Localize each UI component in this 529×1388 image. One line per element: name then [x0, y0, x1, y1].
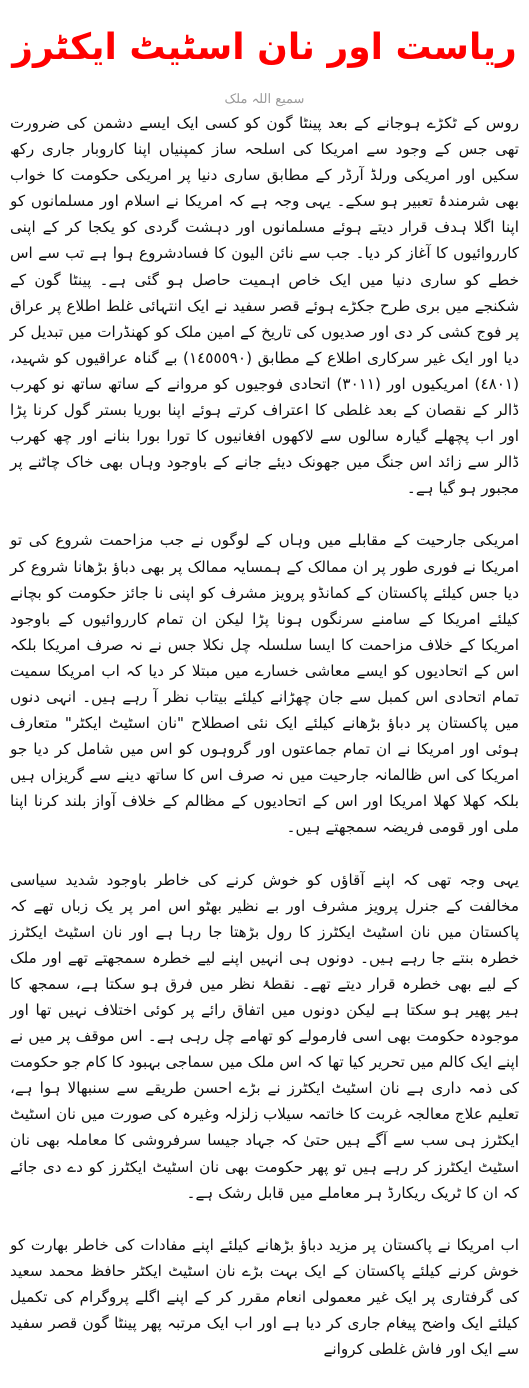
author-signature: سمیع اللہ ملک — [224, 92, 305, 107]
paragraph-1: روس کے ٹکڑے ہوجانے کے بعد پینٹا گون کو کسی ایک ایسے دشمن کی ضرورت تھی جس کے وجود سے امریکا کی اسلحہ ساز کمپنیاں اپنا کاروبار جاری رکھ سکیں اور امریکی ورلڈ آرڈر کے مطابق ساری دنیا پر امریکی حکومت کا خواب بھی شرمندۂ تعبیر ہو سکے۔ یہی وجہ ہے کہ امریکا نے اسلام اور مسلمانوں کو اپنا اگلا ہدف قرار دیتے ہوئے مسلمانوں اور دہشت گردی کو یکجا کر کے اپنی کارروائیوں کا آغاز کر دیا۔ جب سے نائن الیون کا فسادشروع ہوا ہے تب سے اس خطے کو ساری دنیا میں ایک خاص اہمیت حاصل ہو گئی ہے۔ پینٹا گون کے شکنجے میں بری طرح جکڑے ہوئے قصر سفید نے ایک انتہائی غلط اطلاع پر عراق پر فوج کشی کر دی اور صدیوں کی تاریخ کے امین ملک کو کھنڈرات میں تبدیل کر دیا اور ایک غیر سرکاری اطلاع کے مطابق (١٤٥٥٥٩٠) بے گناہ عراقیوں کو شہید، (٤٨٠١) امریکیوں اور (٣٠١١) اتحادی فوجیوں کو مروانے کے ساتھ ساتھ نو کھرب ڈالر کے نقصان کے بعد غلطی کا اعتراف کرتے ہوئے اپنا بوریا بستر گول کرنا پڑا اور اب پچھلے گیارہ سالوں سے لاکھوں افغانیوں کا تورا بورا بنانے اور چھ کھرب ڈالر سے زائد اس جنگ میں جھونک دیئے جانے کے باوجود وہاں بھی خاک چاٹنے پر مجبور ہو گیا ہے۔ — [10, 114, 520, 498]
paragraph-3: یہی وجہ تھی کہ اپنے آقاؤں کو خوش کرنے کی خاطر باوجود شدید سیاسی مخالفت کے جنرل پرویز مشرف اور بے نظیر بھٹو اس امر پر یک زباں تھے کہ پاکستان میں نان اسٹیٹ ایکٹرز کا رول بڑھتا جا رہا ہے اور نان اسٹیٹ ایکٹرز خطرہ بنتے جا رہے ہیں۔ دونوں ہی انہیں اپنے لیے خطرہ سمجھتے تھے اور ملک کے لیے بھی خطرہ قرار دیتے تھے۔ نقطۂ نظر میں فرق ہو سکتا ہے، سمجھ کا ہیر پھیر ہو سکتا ہے لیکن دونوں میں اتفاق رائے پر کوئی اختلاف نہیں تھا اور موجودہ حکومت بھی اسی فارمولے کو تھامے چل رہی ہے۔ اس موقف پر میں نے اپنے ایک کالم میں تحریر کیا تھا کہ اس ملک میں سماجی بہبود کا کام جو حکومت کی ذمہ داری ہے نان اسٹیٹ ایکٹرز نے بڑے احسن طریقے سے سنبھالا ہوا ہے، تعلیم علاج معالجہ غربت کا خاتمہ سیلاب زلزلہ وغیرہ کی صورت میں نان اسٹیٹ ایکٹرز ہی سب سے آگے ہیں حتیٰ کہ جہاد جیسا سرفروشی کا معاملہ بھی نان اسٹیٹ ایکٹرز کر رہے ہیں تو پھر حکومت بھی نان اسٹیٹ ایکٹرز کو دے دی جائے کہ ان کا ٹریک ریکارڈ ہر معاملے میں قابل رشک ہے۔ — [10, 870, 519, 1202]
paragraph-4: اب امریکا نے پاکستان پر مزید دباؤ بڑھانے کیلئے اپنے مفادات کی خاطر بھارت کو خوش کرنے کیلئے پاکستان کے ایک بہت بڑے نان اسٹیٹ ایکٹر حافظ محمد سعید کی گرفتاری پر ایک غیر معمولی انعام مقرر کر کے اپنے اگلے پروگرام کی تکمیل کیلئے ایک واضح پیغام جاری کر دیا ہے اور اب ایک مرتبہ پھر پینٹا گون قصر سفید سے ایک اور فاش غلطی کروانے — [10, 1235, 519, 1359]
paragraph-2: امریکی جارحیت کے مقابلے میں وہاں کے لوگوں نے جب مزاحمت شروع کی تو امریکا نے فوری طور پر ان ممالک کے ہمسایہ ممالک پر بھی دباؤ بڑھانا شروع کر دیا جس کیلئے پاکستان کے کمانڈو پرویز مشرف کو اپنی نا جائز حکومت کو بچانے کیلئے امریکا کے سامنے سرنگوں ہونا پڑا لیکن ان تمام کارروائیوں کے باوجود امریکا کے خلاف مزاحمت کا ایسا سلسلہ چل نکلا جس نے نہ صرف امریکا بلکہ اس کے اتحادیوں کو ایسے معاشی خسارے میں مبتلا کر دیا کہ اب امریکا سمیت تمام اتحادی اس کمبل سے جان چھڑانے کیلئے بیتاب نظر آ رہے ہیں۔ انہی دنوں میں پاکستان پر دباؤ بڑھانے کیلئے ایک نئی اصطلاح "نان اسٹیٹ ایکٹر" متعارف ہوئی اور امریکا نے ان تمام جماعتوں اور گروہوں کو اس میں شامل کر دیا جو امریکا کی اس ظالمانہ جارحیت میں نہ صرف اس کا ساتھ دینے سے گریزاں ہیں بلکہ کھلا کھلا امریکا اور اس کے اتحادیوں کے مظالم کے خلاف آواز بلند کرنا اپنا ملی اور قومی فریضہ سمجھتے ہیں۔ — [10, 531, 519, 837]
article-body — [10, 110, 519, 1388]
article-title: ریاست اور نان اسٹیٹ ایکٹرز — [12, 27, 517, 68]
